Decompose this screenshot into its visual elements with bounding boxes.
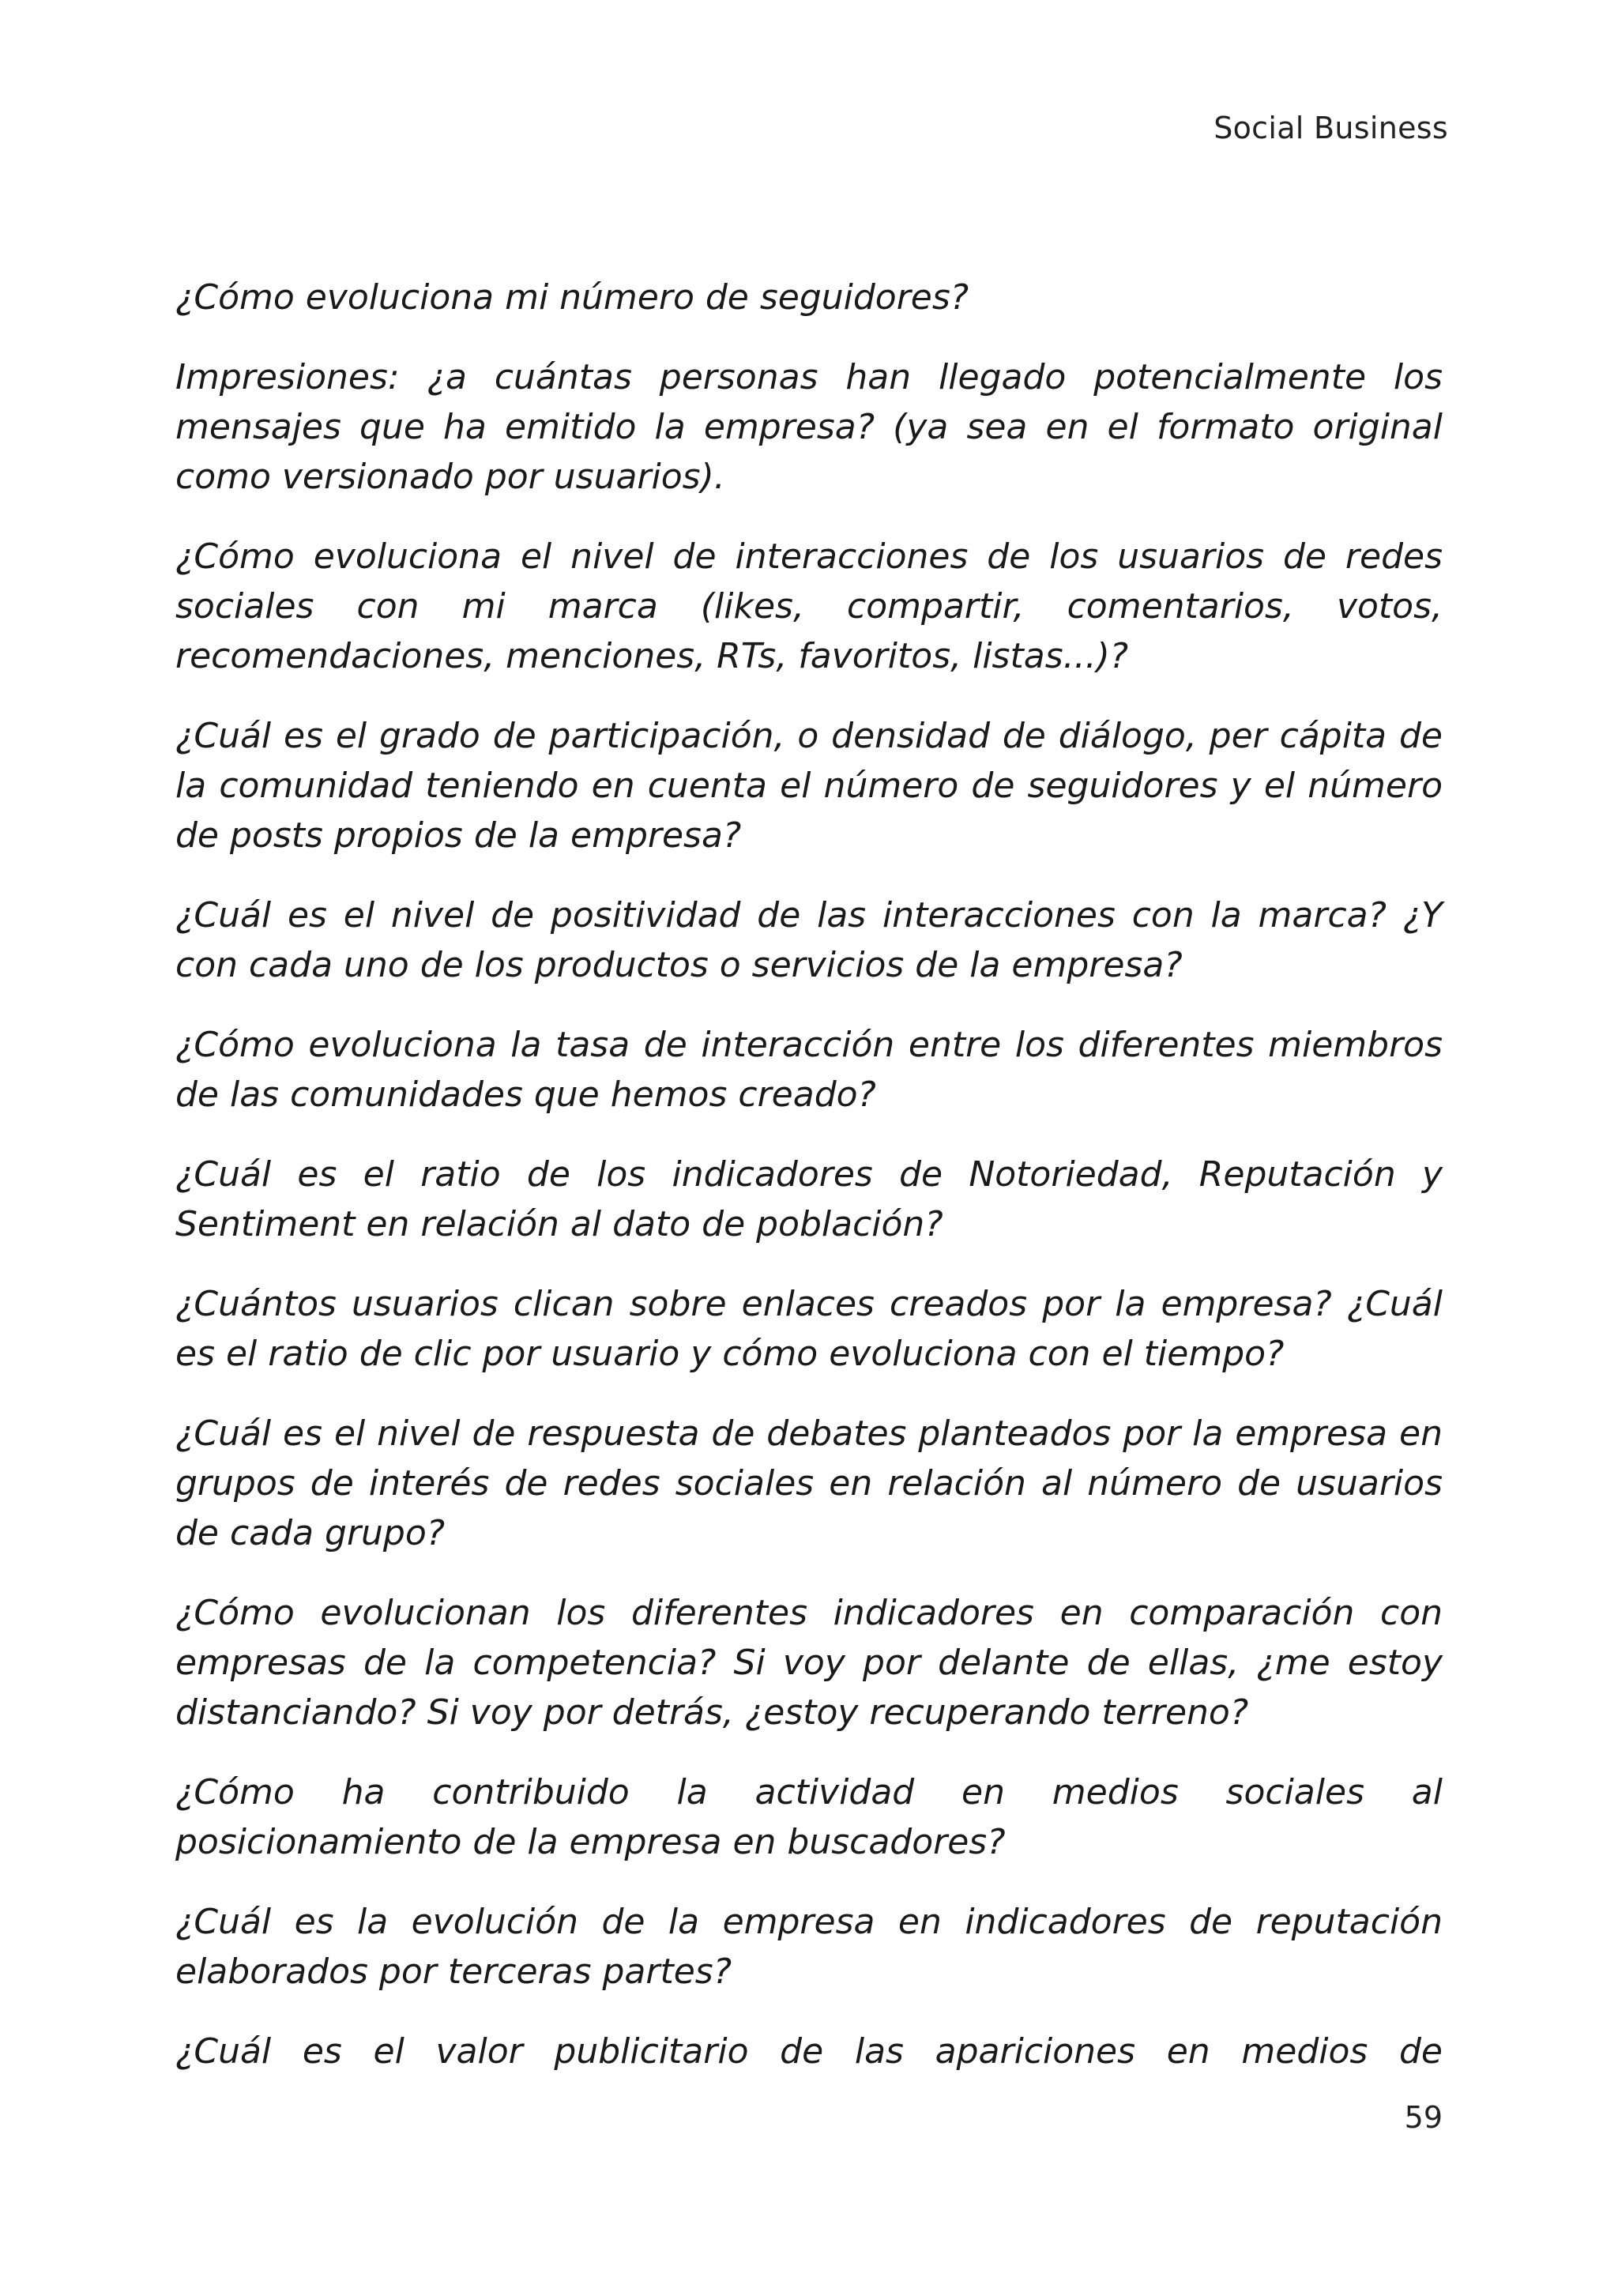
paragraph: ¿Cómo evoluciona el nivel de interacciones de los usuarios de redes sociales con mi marca (likes, compartir, comentarios, votos, recomendaciones, menciones, RTs, favoritos, listas...)? [175,536,1443,676]
paragraph: ¿Cuál es el grado de participación, o densidad de diálogo, per cápita de la comunidad teniendo en cuenta el número de seguidores y el número de posts propios de la empresa? [175,716,1443,856]
paragraph: ¿Cómo evolucionan los diferentes indicadores en comparación con empresas de la competencia? Si voy por delante de ellas, ¿me estoy distanciando? Si voy por detrás, ¿estoy recuperando terreno? [175,1593,1443,1733]
paragraph: ¿Cómo evoluciona mi número de seguidores? [175,277,969,318]
paragraph: ¿Cómo evoluciona la tasa de interacción entre los diferentes miembros de las comunidades que hemos creado? [175,1025,1443,1115]
paragraph: ¿Cuál es la evolución de la empresa en indicadores de reputación elaborados por terceras partes? [175,1902,1443,1992]
paragraph: ¿Cómo ha contribuido la actividad en medios sociales al posicionamiento de la empresa en buscadores? [175,1772,1443,1862]
page-number: 59 [1404,2100,1443,2135]
paragraph: ¿Cuál es el ratio de los indicadores de Notoriedad, Reputación y Sentiment en relación al dato de población? [175,1154,1443,1244]
running-header: Social Business [1214,111,1448,145]
paragraph: ¿Cuántos usuarios clican sobre enlaces creados por la empresa? ¿Cuál es el ratio de clic por usuario y cómo evoluciona con el tiempo? [175,1284,1443,1374]
paragraph: ¿Cuál es el nivel de respuesta de debates planteados por la empresa en grupos de interés de redes sociales en relación al número de usuarios de cada grupo? [175,1413,1443,1553]
body-text [175,273,1443,2106]
paragraph: Impresiones: ¿a cuántas personas han llegado potencialmente los mensajes que ha emitido la empresa? (ya sea en el formato original como versionado por usuarios). [175,357,1443,497]
paragraph: ¿Cuál es el nivel de positividad de las interacciones con la marca? ¿Y con cada uno de los productos o servicios de la empresa? [175,895,1443,985]
paragraph-continued: ¿Cuál es el valor publicitario de las apariciones en medios de [175,2031,1443,2072]
